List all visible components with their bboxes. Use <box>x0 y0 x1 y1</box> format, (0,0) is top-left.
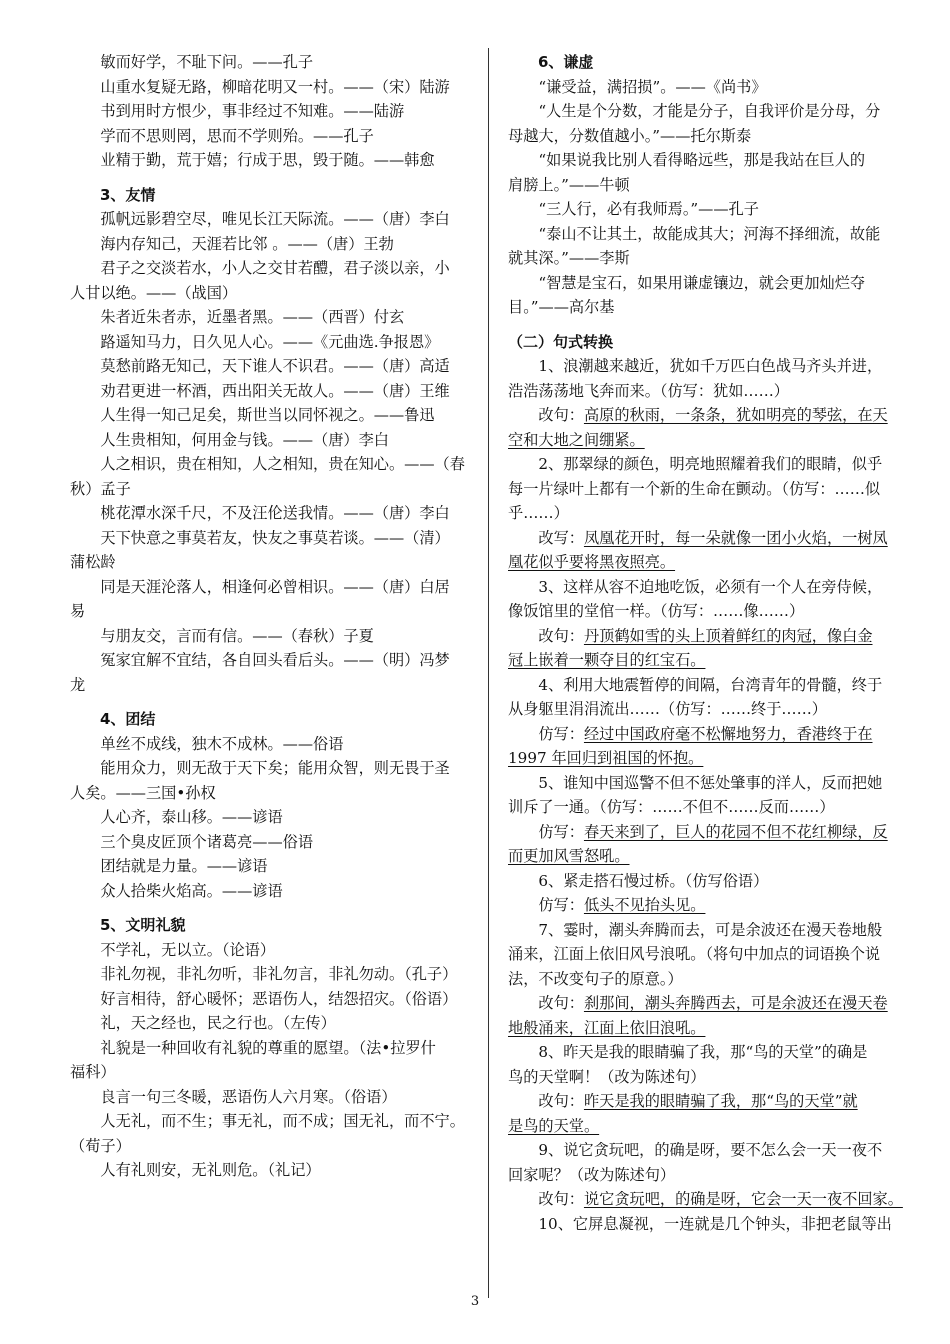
text-line <box>70 938 470 963</box>
text-line <box>508 771 908 796</box>
text-line <box>508 452 908 477</box>
text-line <box>508 624 908 649</box>
line-text: 目。”——高尔基 <box>508 298 615 316</box>
line-text: 浩浩荡荡地飞奔而来。（仿写：犹如……） <box>508 381 789 400</box>
line-text: “人生是个分数，才能是分子，自我评价是分母，分 <box>508 102 881 120</box>
text-line <box>508 354 908 379</box>
answer-underlined-text: 春天来到了，巨人的花园不但不花红柳绿，反 <box>583 822 888 841</box>
line-text: 乎……） <box>508 504 569 522</box>
line-text: 业精于勤，荒于嬉；行成于思，毁于随。——韩愈 <box>70 151 435 169</box>
line-text: 蒲松龄 <box>70 553 116 571</box>
answer-underlined-text: 经过中国政府毫不松懈地努力，香港终于在 <box>583 724 873 743</box>
text-line <box>70 673 470 698</box>
text-line <box>70 207 470 232</box>
text-line <box>70 256 470 281</box>
line-text: 孤帆远影碧空尽，唯见长江天际流。——（唐）李白 <box>70 210 450 228</box>
line-text: 仿写： <box>508 896 584 914</box>
text-line <box>70 99 470 124</box>
text-line <box>508 697 908 722</box>
line-text: 母越大，分数值越小。”——托尔斯泰 <box>508 126 752 145</box>
text-line <box>508 428 908 453</box>
text-line <box>508 746 908 771</box>
line-text: 天下快意之事莫若友，快友之事莫若谈。——（清） <box>70 528 450 547</box>
line-text: 朱者近朱者赤，近墨者黑。——（西晋）付玄 <box>70 308 405 326</box>
line-text: 9、说它贪玩吧，的确是呀，要不怎么会一天一夜不 <box>508 1141 883 1159</box>
text-line <box>508 795 908 820</box>
line-text: 每一片绿叶上都有一个新的生命在颤动。（仿写：……似 <box>508 479 881 498</box>
line-text: （荀子） <box>70 1136 131 1155</box>
text-line <box>508 893 908 918</box>
line-text: 改句： <box>508 406 584 424</box>
answer-underlined-text: 是鸟的天堂。 <box>508 1116 600 1135</box>
line-text: 三个臭皮匠顶个诸葛亮——俗语 <box>70 832 313 851</box>
line-text: 就其深。”——李斯 <box>508 249 630 267</box>
line-text: 像饭馆里的堂倌一样。（仿写：……像……） <box>508 602 805 620</box>
answer-underlined-text: 1997 年回归到祖国的怀抱。 <box>508 749 704 767</box>
text-line <box>70 599 470 624</box>
section-heading <box>70 707 470 732</box>
text-line <box>70 1036 470 1061</box>
line-text: 人无礼，而不生；事无礼，而不成；国无礼，而不宁。 <box>70 1112 465 1130</box>
line-text: “泰山不让其土，故能成其大；河海不择细流，故能 <box>508 224 881 243</box>
text-line <box>70 854 470 879</box>
line-text: “三人行，必有我师焉。”——孔子 <box>508 200 759 218</box>
line-text: “谦受益，满招损”。——《尚书》 <box>508 77 767 96</box>
line-text: 书到用时方恨少，事非经过不知难。——陆游 <box>70 102 405 120</box>
text-line <box>508 526 908 551</box>
text-line <box>508 1016 908 1041</box>
answer-underlined-text: 丹顶鹤如雪的头上顶着鲜红的肉冠，像白金 <box>583 626 873 645</box>
text-line <box>508 722 908 747</box>
text-line <box>70 1109 470 1134</box>
text-line <box>70 624 470 649</box>
text-line <box>508 844 908 869</box>
line-text: 从身躯里涓涓流出……（仿写：……终于……） <box>508 700 827 718</box>
line-text: 人有礼则安，无礼则危。（礼记） <box>70 1161 321 1179</box>
left-column <box>70 50 470 1183</box>
section-heading <box>508 50 908 75</box>
answer-underlined-text: 凤凰花开时，每一朵就像一团小火焰，一树凤 <box>583 528 888 547</box>
line-text: 冤家宜解不宜结，各自回头看后头。——（明）冯梦 <box>70 651 450 669</box>
text-line <box>70 379 470 404</box>
text-line <box>508 991 908 1016</box>
answer-underlined-text: 而更加风雪怒吼。 <box>508 847 630 865</box>
text-line <box>508 1138 908 1163</box>
text-line <box>70 232 470 257</box>
line-text: 莫愁前路无知己，天下谁人不识君。——（唐）高适 <box>70 357 450 375</box>
line-text: 1、浪潮越来越近，犹如千万匹白色战马齐头并进， <box>508 357 883 375</box>
line-text: 众人拾柴火焰高。——谚语 <box>70 881 283 900</box>
section-gap <box>70 697 470 707</box>
text-line <box>508 173 908 198</box>
line-text: 8、昨天是我的眼睛骗了我，那“鸟的天堂”的确是 <box>508 1043 868 1061</box>
line-text: 路遥知马力，日久见人心。——《元曲选.争报恩》 <box>70 332 440 351</box>
line-text: 5、谁知中国巡警不但不惩处肇事的洋人，反而把她 <box>508 773 883 792</box>
line-text: 回家呢？（改为陈述句） <box>508 1165 676 1184</box>
line-text: 鸟的天堂啊！（改为陈述句） <box>508 1067 706 1086</box>
text-line <box>508 124 908 149</box>
text-line <box>70 428 470 453</box>
line-text: 人心齐，泰山移。——谚语 <box>70 808 283 826</box>
line-text: 仿写： <box>508 822 584 841</box>
text-line <box>70 501 470 526</box>
line-text: 团结就是力量。——谚语 <box>70 857 268 875</box>
line-text: 人甘以绝。——（战国） <box>70 283 238 302</box>
line-text: 海内存知己，天涯若比邻 。——（唐）王勃 <box>70 234 394 253</box>
text-line <box>70 781 470 806</box>
section-heading <box>70 913 470 938</box>
text-line <box>70 756 470 781</box>
text-line <box>70 452 470 477</box>
text-line <box>70 330 470 355</box>
line-text: 仿写： <box>508 724 584 743</box>
answer-underlined-text: 空和大地之间绷紧。 <box>508 430 645 449</box>
answer-underlined-text: 昨天是我的眼睛骗了我，那“鸟的天堂”就 <box>583 1092 858 1110</box>
line-text: “智慧是宝石，如果用谦虚镶边，就会更加灿烂夺 <box>508 273 866 292</box>
line-text: 龙 <box>70 675 86 694</box>
line-text: 改句： <box>508 994 584 1012</box>
text-line <box>508 918 908 943</box>
line-text: 2、那翠绿的颜色，明亮地照耀着我们的眼睛，似乎 <box>508 455 883 473</box>
text-line <box>508 1212 908 1237</box>
section-gap <box>508 320 908 330</box>
section-gap <box>70 173 470 183</box>
line-text: 训斥了一通。（仿写：……不但不……反而……） <box>508 798 835 816</box>
line-text: 良言一句三冬暖，恶语伤人六月寒。（俗语） <box>70 1087 397 1106</box>
line-text: 10、它屏息凝视，一连就是几个钟头，非把老鼠等出 <box>508 1214 892 1233</box>
line-text: 改句： <box>508 1092 584 1110</box>
text-line <box>70 1060 470 1085</box>
line-text: 改句： <box>508 626 584 645</box>
right-column <box>508 50 908 1236</box>
text-line <box>508 99 908 124</box>
text-line <box>508 148 908 173</box>
line-text: 4、团结 <box>70 710 156 728</box>
text-line <box>508 379 908 404</box>
line-text: 君子之交淡若水，小人之交甘若醴，君子淡以亲，小 <box>70 259 450 277</box>
text-line <box>70 305 470 330</box>
line-text: 非礼勿视，非礼勿听，非礼勿言，非礼勿动。（孔子） <box>70 965 458 983</box>
line-text: 易 <box>70 602 86 620</box>
text-line <box>70 281 470 306</box>
text-line <box>70 477 470 502</box>
text-line <box>70 1085 470 1110</box>
text-line <box>508 271 908 296</box>
text-line <box>508 550 908 575</box>
section-heading <box>70 183 470 208</box>
line-text: 人之相识，贵在相知，人之相知，贵在知心。——（春 <box>70 455 465 473</box>
line-text: 5、文明礼貌 <box>70 916 186 934</box>
column-divider <box>488 48 489 1298</box>
text-line <box>70 1158 470 1183</box>
answer-underlined-text: 凰花似乎要将黑夜照亮。 <box>508 553 676 571</box>
text-line <box>508 222 908 247</box>
line-text: 人生得一知己足矣，斯世当以同怀视之。——鲁迅 <box>70 406 435 424</box>
text-line <box>508 1114 908 1139</box>
line-text: 法，不改变句子的原意。） <box>508 969 683 988</box>
text-line <box>70 75 470 100</box>
answer-underlined-text: 地般涌来，江面上依旧浪吼。 <box>508 1018 706 1037</box>
text-line <box>70 732 470 757</box>
line-text: 学而不思则罔，思而不学则殆。——孔子 <box>70 126 374 145</box>
text-line <box>508 673 908 698</box>
line-text: 肩膀上。”——牛顿 <box>508 175 630 194</box>
text-line <box>70 50 470 75</box>
text-line <box>70 403 470 428</box>
text-line <box>70 354 470 379</box>
text-line <box>508 575 908 600</box>
text-line <box>508 1163 908 1188</box>
text-line <box>70 1134 470 1159</box>
text-line <box>508 295 908 320</box>
line-text: 涌来，江面上依旧风号浪吼。（将句中加点的词语换个说 <box>508 945 881 963</box>
line-text: 人生贵相知，何用金与钱。——（唐）李白 <box>70 430 389 449</box>
text-line <box>508 197 908 222</box>
line-text: 人矣。——三国•孙权 <box>70 783 216 802</box>
text-line <box>70 962 470 987</box>
text-line <box>508 648 908 673</box>
text-line <box>508 1065 908 1090</box>
line-text: 福科） <box>70 1063 116 1081</box>
line-text: 6、谦虚 <box>508 53 594 71</box>
text-line <box>508 1040 908 1065</box>
line-text: 改写： <box>508 528 584 547</box>
text-line <box>508 967 908 992</box>
line-text: 3、这样从容不迫地吃饭，必须有一个人在旁侍候， <box>508 577 883 596</box>
answer-underlined-text: 冠上嵌着一颗夺目的红宝石。 <box>508 651 706 669</box>
line-text: 礼貌是一种回收有礼貌的尊重的愿望。（法•拉罗什 <box>70 1038 436 1057</box>
line-text: “如果说我比别人看得略远些，那是我站在巨人的 <box>508 151 866 169</box>
page-number: 3 <box>470 1294 480 1309</box>
answer-underlined-text: 低头不见抬头见。 <box>583 896 706 914</box>
answer-underlined-text: 高原的秋雨，一条条，犹如明亮的琴弦，在天 <box>583 406 888 424</box>
text-line <box>508 75 908 100</box>
text-line <box>70 148 470 173</box>
answer-underlined-text: 刹那间，潮头奔腾西去，可是余波还在漫天卷 <box>583 994 888 1012</box>
section-gap <box>70 903 470 913</box>
line-text: 7、霎时，潮头奔腾而去，可是余波还在漫天卷地般 <box>508 920 883 939</box>
text-line <box>508 477 908 502</box>
line-text: （二）句式转换 <box>508 332 614 351</box>
line-text: 单丝不成线，独木不成林。——俗语 <box>70 734 344 753</box>
text-line <box>508 501 908 526</box>
line-text: 能用众力，则无敌于天下矣；能用众智，则无畏于圣 <box>70 759 450 777</box>
text-line <box>508 820 908 845</box>
text-line <box>70 830 470 855</box>
text-line <box>70 987 470 1012</box>
line-text: 与朋友交，言而有信。——（春秋）子夏 <box>70 626 374 645</box>
line-text: 好言相待，舒心暖怀；恶语伤人，结怨招灾。（俗语） <box>70 989 458 1008</box>
text-line <box>508 403 908 428</box>
line-text: 礼，天之经也，民之行也。（左传） <box>70 1014 336 1032</box>
text-line <box>508 942 908 967</box>
text-line <box>508 1187 908 1212</box>
line-text: 山重水复疑无路，柳暗花明又一村。——（宋）陆游 <box>70 77 450 96</box>
line-text: 同是天涯沦落人，相逢何必曾相识。——（唐）白居 <box>70 577 450 596</box>
text-line <box>508 246 908 271</box>
text-line <box>70 124 470 149</box>
text-line <box>508 869 908 894</box>
answer-underlined-text: 说它贪玩吧，的确是呀，它会一天一夜不回家。 <box>583 1190 903 1208</box>
line-text: 改句： <box>508 1190 584 1208</box>
text-line <box>508 1089 908 1114</box>
text-line <box>70 526 470 551</box>
line-text: 6、紧走搭石慢过桥。（仿写俗语） <box>508 871 769 890</box>
line-text: 劝君更进一杯酒，西出阳关无故人。——（唐）王维 <box>70 381 450 400</box>
line-text: 敏而好学，不耻下问。——孔子 <box>70 53 313 71</box>
line-text: 3、友情 <box>70 185 156 204</box>
text-line <box>70 879 470 904</box>
line-text: 秋）孟子 <box>70 479 131 498</box>
text-line <box>70 550 470 575</box>
line-text: 4、利用大地震暂停的间隔，台湾青年的骨髓，终于 <box>508 675 883 694</box>
text-line <box>70 805 470 830</box>
section-heading <box>508 330 908 355</box>
text-line <box>70 1011 470 1036</box>
text-line <box>70 648 470 673</box>
line-text: 桃花潭水深千尺，不及汪伦送我情。——（唐）李白 <box>70 504 450 522</box>
text-line <box>508 599 908 624</box>
line-text: 不学礼，无以立。（论语） <box>70 940 276 959</box>
text-line <box>70 575 470 600</box>
